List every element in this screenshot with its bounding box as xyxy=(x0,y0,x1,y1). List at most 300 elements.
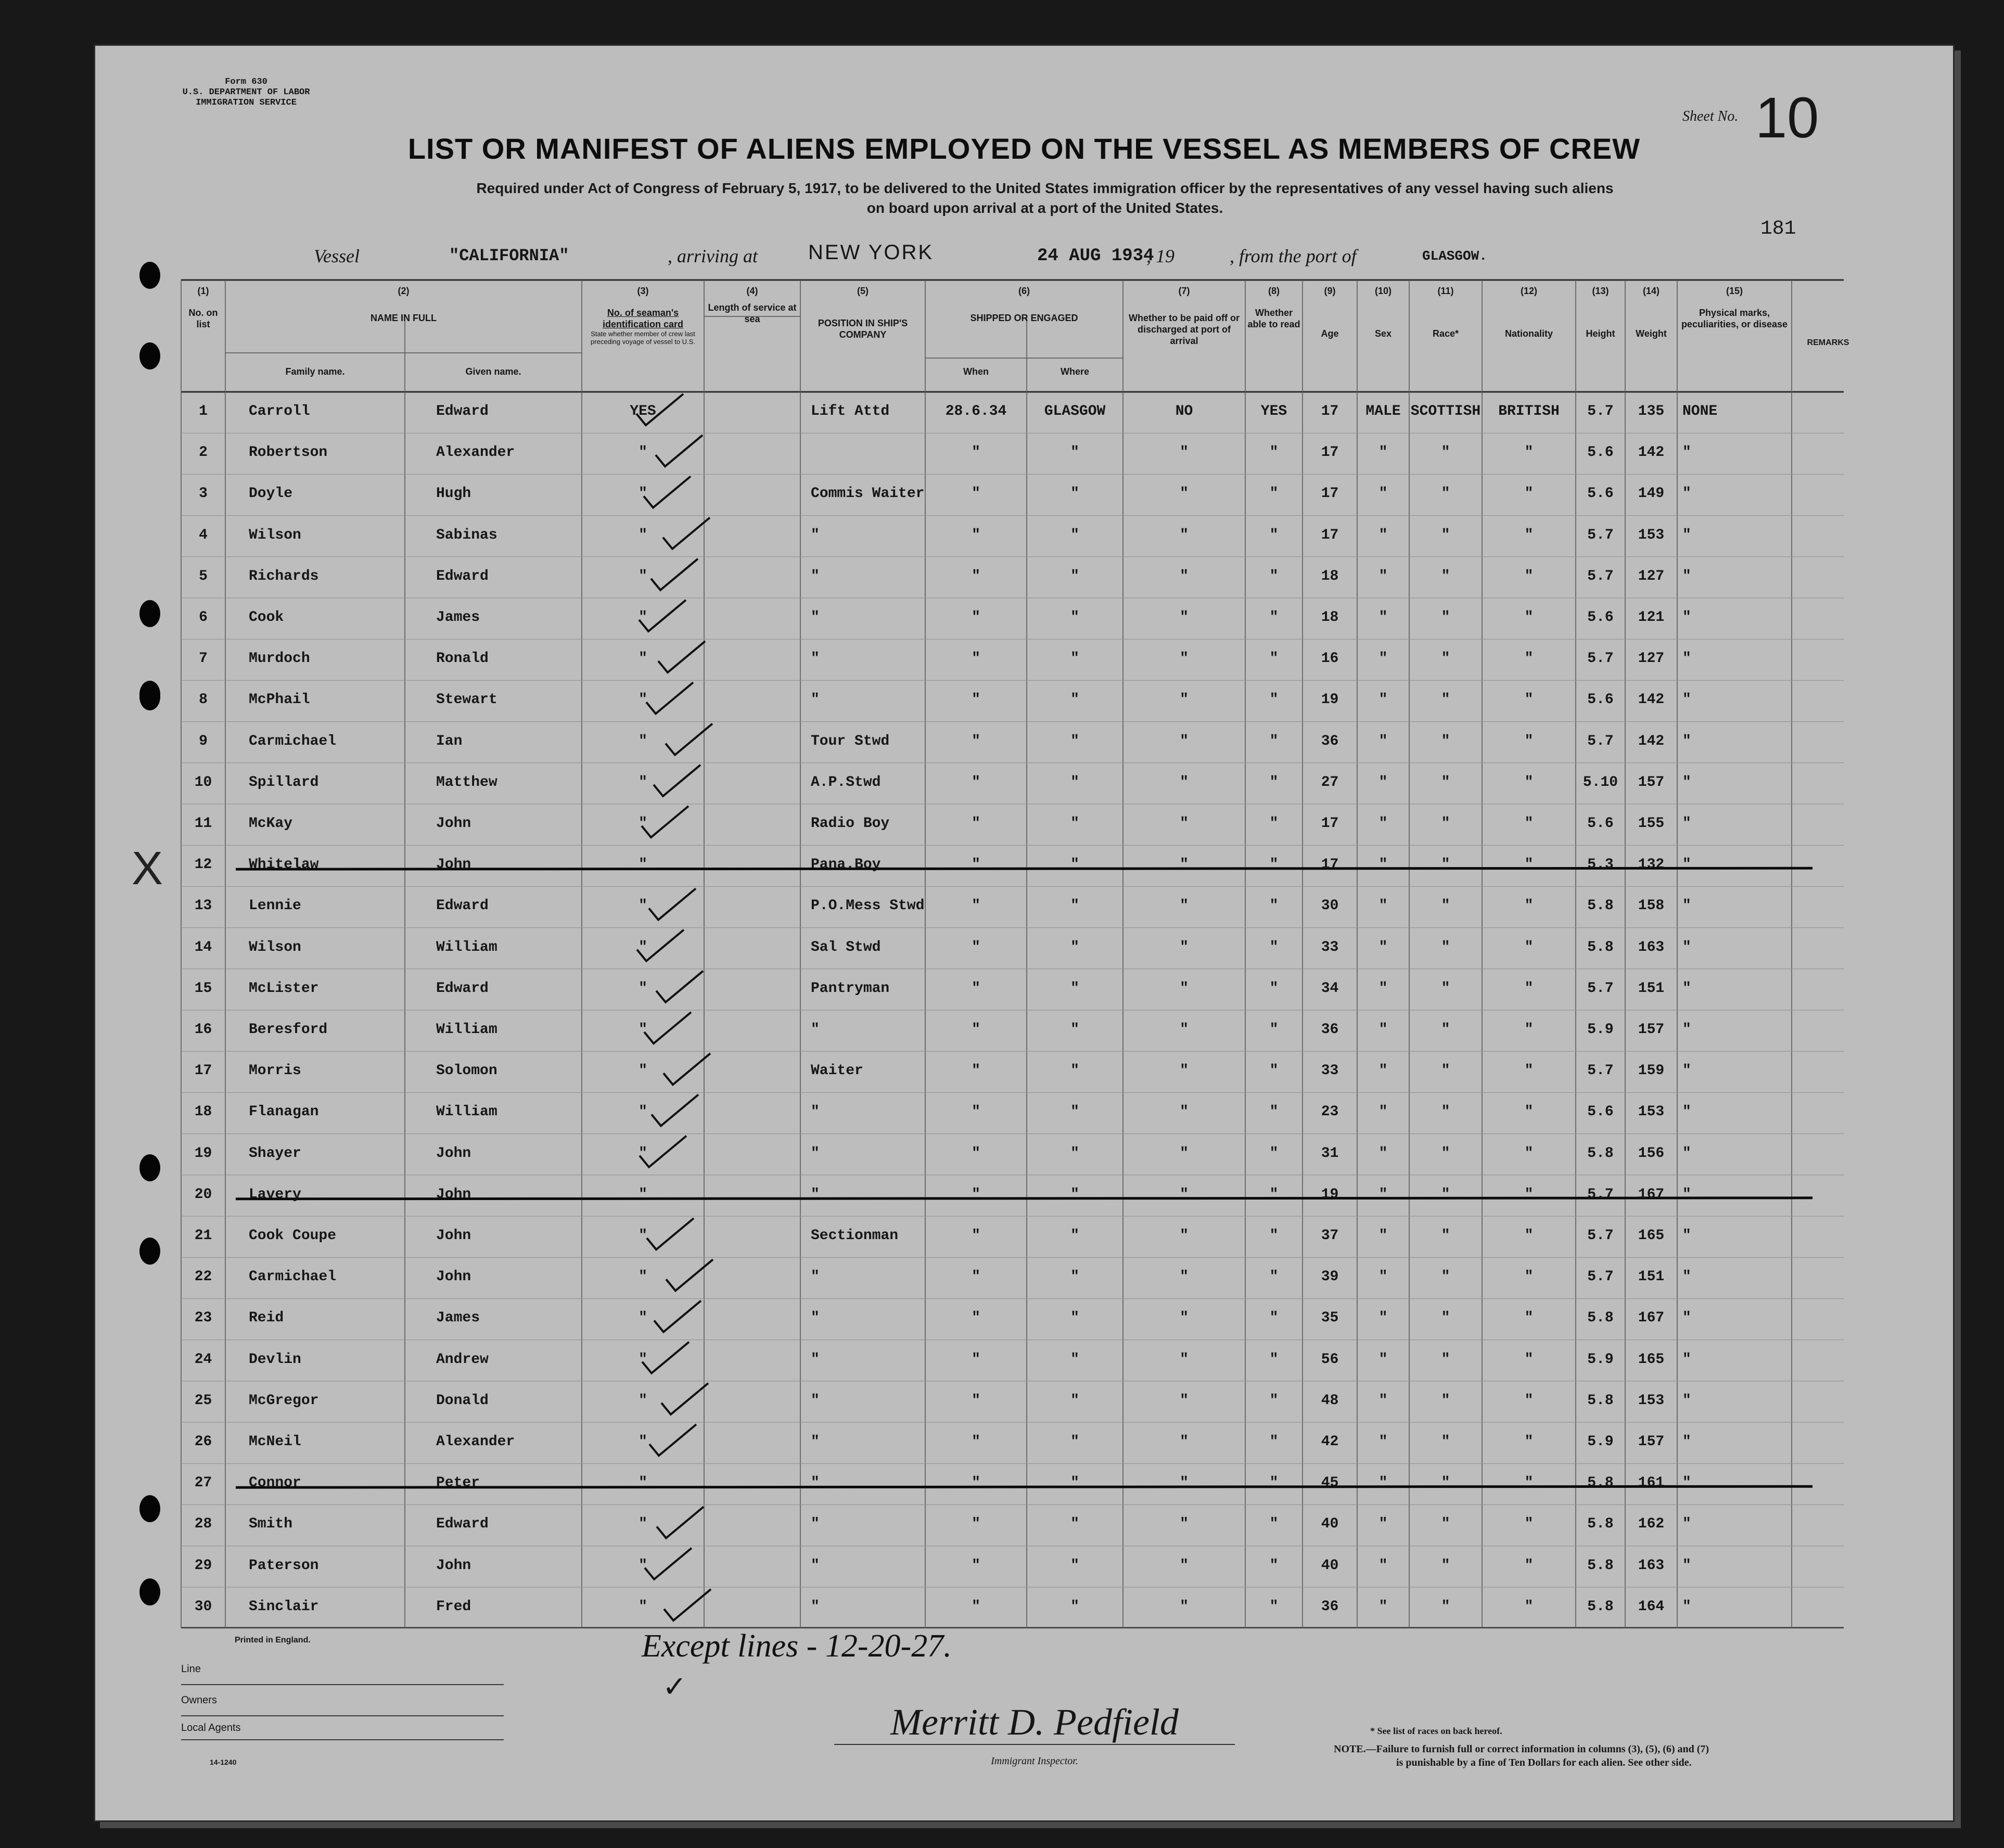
cell-given: Edward xyxy=(436,898,489,914)
cell-age: 39 xyxy=(1321,1269,1339,1285)
cell-card: " xyxy=(639,939,647,955)
cell-sex: " xyxy=(1378,980,1388,997)
cell-given: Hugh xyxy=(436,486,471,502)
cell-family: McNeil xyxy=(249,1434,301,1450)
cell-race: " xyxy=(1441,1598,1450,1615)
cell-marks: " xyxy=(1682,1022,1691,1038)
form-number: Form 630 xyxy=(225,77,267,87)
cell-read: " xyxy=(1269,1475,1279,1492)
header-no xyxy=(181,285,225,330)
cell-nationality: " xyxy=(1524,692,1534,708)
header-nationality xyxy=(1482,285,1576,339)
cell-sex: " xyxy=(1378,1557,1388,1574)
cell-height: 5.7 xyxy=(1587,568,1614,584)
cell-marks: " xyxy=(1682,609,1691,626)
cell-given: Alexander xyxy=(436,444,515,461)
cell-family: Flanagan xyxy=(249,1104,319,1120)
header-position-num: (5) xyxy=(857,286,869,296)
cell-read: " xyxy=(1269,1145,1279,1162)
cell-card: " xyxy=(639,1516,647,1533)
cell-position: " xyxy=(811,1310,820,1327)
cell-race: " xyxy=(1441,651,1450,667)
arrival-date: 24 AUG 1934 xyxy=(1037,246,1154,266)
penalty-note-line-2: is punishable by a fine of Ten Dollars for each alien. See other side. xyxy=(1396,1757,1692,1768)
cell-position: " xyxy=(811,1557,820,1574)
cell-read: " xyxy=(1269,568,1279,584)
cell-read: " xyxy=(1269,774,1279,791)
cell-position: Tour Stwd xyxy=(811,733,890,749)
cell-age: 42 xyxy=(1321,1434,1339,1450)
cell-given: Ian xyxy=(436,733,463,749)
cell-family: Robertson xyxy=(249,444,328,461)
cell-family: Carroll xyxy=(249,403,310,419)
cell-nationality: " xyxy=(1524,1598,1534,1615)
cell-nationality: " xyxy=(1524,609,1534,626)
cell-given: Fred xyxy=(436,1598,471,1615)
cell-weight: 153 xyxy=(1638,1392,1665,1409)
cell-card: YES xyxy=(630,403,656,419)
cell-weight: 151 xyxy=(1638,980,1665,997)
cell-height: 5.6 xyxy=(1587,692,1614,708)
cell-sex: " xyxy=(1378,568,1388,584)
cell-race: " xyxy=(1441,1145,1450,1162)
header-position xyxy=(800,285,925,340)
cell-paid: " xyxy=(1180,1392,1189,1409)
cell-age: 40 xyxy=(1321,1516,1339,1533)
cell-paid: " xyxy=(1180,1104,1189,1120)
arrival-port: NEW YORK xyxy=(808,241,934,264)
cell-card: " xyxy=(639,1228,647,1244)
cell-read: " xyxy=(1269,1557,1279,1574)
cell-height: 5.7 xyxy=(1587,1269,1614,1285)
cell-sex: " xyxy=(1378,1186,1388,1203)
cell-weight: 156 xyxy=(1638,1145,1665,1162)
cell-age: 17 xyxy=(1321,403,1339,419)
cell-no: 23 xyxy=(194,1310,212,1327)
header-no-num: (1) xyxy=(197,286,209,296)
header-race-num: (11) xyxy=(1437,286,1454,296)
cell-paid: " xyxy=(1180,857,1189,873)
cell-no: 18 xyxy=(194,1104,212,1120)
cell-given: Sabinas xyxy=(436,527,497,543)
cell-age: 45 xyxy=(1321,1475,1339,1492)
cell-age: 23 xyxy=(1321,1104,1339,1120)
cell-when: " xyxy=(972,527,980,543)
header-paid-off-label: Whether to be paid off or discharged at port of arrival xyxy=(1129,313,1240,346)
cell-sex: " xyxy=(1378,692,1388,708)
cell-race: " xyxy=(1441,1269,1450,1285)
cell-age: 30 xyxy=(1321,898,1339,914)
cell-card: " xyxy=(639,815,647,832)
cell-position: " xyxy=(811,1022,820,1038)
cell-weight: 167 xyxy=(1638,1186,1665,1203)
cell-marks: " xyxy=(1682,1269,1691,1285)
cell-card: " xyxy=(639,1351,647,1368)
cell-nationality: " xyxy=(1524,1434,1534,1450)
cell-paid: " xyxy=(1180,898,1189,914)
cell-race: " xyxy=(1441,1310,1450,1327)
cell-when: " xyxy=(972,857,980,873)
cell-height: 5.7 xyxy=(1587,733,1614,749)
cell-position: " xyxy=(811,568,820,584)
cell-marks: " xyxy=(1682,1063,1691,1079)
subtitle-line-1: Required under Act of Congress of February 5, 1917, to be delivered to the United States immigration officer by the representatives of any vessel having such aliens xyxy=(476,180,1614,196)
cell-position: " xyxy=(811,609,820,626)
cell-weight: 167 xyxy=(1638,1310,1665,1327)
cell-family: Murdoch xyxy=(249,651,310,667)
cell-marks: " xyxy=(1682,1392,1691,1409)
cell-card: " xyxy=(639,609,647,626)
cell-given: Edward xyxy=(436,403,489,419)
cell-nationality: " xyxy=(1524,1269,1534,1285)
cell-height: 5.8 xyxy=(1587,1516,1614,1533)
cell-height: 5.8 xyxy=(1587,1392,1614,1409)
cell-when: " xyxy=(972,1434,980,1450)
cell-no: 11 xyxy=(194,815,212,832)
cell-marks: " xyxy=(1682,651,1691,667)
cell-paid: " xyxy=(1180,939,1189,955)
cell-height: 5.6 xyxy=(1587,444,1614,461)
cell-race: " xyxy=(1441,527,1450,543)
cell-read: " xyxy=(1269,939,1279,955)
cell-nationality: " xyxy=(1524,1516,1534,1533)
cell-when: " xyxy=(972,1022,980,1038)
header-weight-label: Weight xyxy=(1636,328,1667,339)
cell-position: " xyxy=(811,1104,820,1120)
cell-card: " xyxy=(639,1063,647,1079)
cell-marks: " xyxy=(1682,1145,1691,1162)
cell-position: " xyxy=(811,1145,820,1162)
printed-in: Printed in England. xyxy=(235,1636,311,1645)
cell-paid: " xyxy=(1180,1516,1189,1533)
cell-paid: " xyxy=(1180,774,1189,791)
cell-height: 5.10 xyxy=(1582,774,1618,791)
cell-read: " xyxy=(1269,609,1279,626)
cell-weight: 161 xyxy=(1638,1475,1665,1492)
cell-when: " xyxy=(972,444,980,461)
cell-marks: " xyxy=(1682,444,1691,461)
cell-height: 5.9 xyxy=(1587,1434,1614,1450)
cell-where: " xyxy=(1070,568,1079,584)
cell-card: " xyxy=(639,1269,647,1285)
cell-age: 17 xyxy=(1321,527,1339,543)
cell-no: 17 xyxy=(194,1063,212,1079)
cell-family: Morris xyxy=(249,1063,301,1079)
cell-family: McLister xyxy=(249,980,319,997)
cell-when: " xyxy=(972,733,980,749)
cell-sex: " xyxy=(1378,774,1388,791)
cell-no: 22 xyxy=(194,1269,212,1285)
cell-given: Edward xyxy=(436,980,489,997)
cell-when: " xyxy=(972,1557,980,1574)
cell-card: " xyxy=(639,527,647,543)
cell-weight: 142 xyxy=(1638,692,1665,708)
cell-age: 34 xyxy=(1321,980,1339,997)
cell-given: William xyxy=(436,1104,497,1120)
cell-height: 5.6 xyxy=(1587,609,1614,626)
header-paid-off-num: (7) xyxy=(1178,286,1190,296)
cell-no: 7 xyxy=(199,651,208,667)
cell-race: " xyxy=(1441,1063,1450,1079)
cell-weight: 127 xyxy=(1638,651,1665,667)
header-height xyxy=(1576,285,1625,339)
cell-sex: " xyxy=(1378,1145,1388,1162)
cell-given: Edward xyxy=(436,1516,489,1533)
cell-nationality: " xyxy=(1524,1310,1534,1327)
cell-nationality: " xyxy=(1524,1228,1534,1244)
penalty-note xyxy=(1334,1742,1812,1769)
cell-weight: 127 xyxy=(1638,568,1665,584)
cell-age: 27 xyxy=(1321,774,1339,791)
cell-position: " xyxy=(811,1351,820,1368)
header-physical-marks-label: Physical marks, peculiarities, or disease xyxy=(1681,308,1788,329)
sheet-number: 10 xyxy=(1755,86,1819,150)
cell-nationality: BRITISH xyxy=(1498,403,1560,419)
cell-card: " xyxy=(639,1186,647,1203)
service-name: IMMIGRATION SERVICE xyxy=(196,98,297,108)
cell-when: " xyxy=(972,1310,980,1327)
cell-marks: " xyxy=(1682,1310,1691,1327)
cell-paid: " xyxy=(1180,1434,1189,1450)
cell-height: 5.7 xyxy=(1587,1186,1614,1203)
cell-when: " xyxy=(972,1186,980,1203)
cell-sex: " xyxy=(1378,1269,1388,1285)
cell-where: " xyxy=(1070,609,1079,626)
department-name: U.S. DEPARTMENT OF LABOR xyxy=(182,87,310,97)
cell-when: " xyxy=(972,980,980,997)
cell-no: 27 xyxy=(194,1475,212,1492)
cell-read: " xyxy=(1269,1104,1279,1120)
cell-nationality: " xyxy=(1524,1392,1534,1409)
cell-where: " xyxy=(1070,1392,1079,1409)
cell-race: " xyxy=(1441,898,1450,914)
cell-no: 25 xyxy=(194,1392,212,1409)
cell-paid: " xyxy=(1180,444,1189,461)
cell-height: 5.8 xyxy=(1587,1145,1614,1162)
cell-nationality: " xyxy=(1524,939,1534,955)
cell-no: 29 xyxy=(194,1557,212,1574)
header-length-service xyxy=(704,285,800,325)
cell-sex: " xyxy=(1378,651,1388,667)
cell-height: 5.7 xyxy=(1587,403,1614,419)
cell-height: 5.6 xyxy=(1587,815,1614,832)
cell-sex: " xyxy=(1378,609,1388,626)
cell-family: Smith xyxy=(249,1516,293,1533)
cell-weight: 162 xyxy=(1638,1516,1665,1533)
cell-sex: " xyxy=(1378,1310,1388,1327)
cell-position: " xyxy=(811,527,820,543)
cell-age: 17 xyxy=(1321,857,1339,873)
cell-where: " xyxy=(1070,486,1079,502)
cell-card: " xyxy=(639,1104,647,1120)
cell-height: 5.7 xyxy=(1587,651,1614,667)
cell-nationality: " xyxy=(1524,1475,1534,1492)
owners-label: Owners xyxy=(181,1685,504,1716)
cell-no: 14 xyxy=(194,939,212,955)
cell-race: " xyxy=(1441,568,1450,584)
cell-weight: 132 xyxy=(1638,857,1665,873)
cell-nationality: " xyxy=(1524,486,1534,502)
header-family-name: Family name. xyxy=(285,366,345,377)
cell-sex: " xyxy=(1378,1392,1388,1409)
cell-marks: " xyxy=(1682,692,1691,708)
cell-given: John xyxy=(436,857,471,873)
cell-card: " xyxy=(639,857,647,873)
cell-height: 5.6 xyxy=(1587,1104,1614,1120)
cell-no: 30 xyxy=(194,1598,212,1615)
cell-race: " xyxy=(1441,1186,1450,1203)
form-code: 14-1240 xyxy=(210,1758,237,1766)
cell-paid: " xyxy=(1180,1186,1189,1203)
cell-when: " xyxy=(972,609,980,626)
cell-given: William xyxy=(436,1022,497,1038)
cell-position: Pana.Boy xyxy=(811,857,881,873)
header-name-num: (2) xyxy=(398,286,410,296)
cell-paid: " xyxy=(1180,527,1189,543)
cell-read: " xyxy=(1269,815,1279,832)
cell-card: " xyxy=(639,898,647,914)
cell-no: 15 xyxy=(194,980,212,997)
cell-card: " xyxy=(639,1557,647,1574)
cell-marks: " xyxy=(1682,898,1691,914)
cell-age: 36 xyxy=(1321,1022,1339,1038)
cell-marks: " xyxy=(1682,980,1691,997)
cell-weight: 157 xyxy=(1638,1022,1665,1038)
cell-race: " xyxy=(1441,1516,1450,1533)
cell-where: " xyxy=(1070,1598,1079,1615)
cell-given: James xyxy=(436,609,480,626)
cell-card: " xyxy=(639,1434,647,1450)
cell-marks: " xyxy=(1682,1557,1691,1574)
header-paid-off xyxy=(1123,285,1245,347)
cell-read: " xyxy=(1269,1186,1279,1203)
cell-family: Carmichael xyxy=(249,733,337,749)
cell-paid: " xyxy=(1180,1269,1189,1285)
header-length-service-num: (4) xyxy=(746,286,758,296)
cell-nationality: " xyxy=(1524,1104,1534,1120)
cell-marks: " xyxy=(1682,1351,1691,1368)
cell-read: " xyxy=(1269,1516,1279,1533)
cell-family: McKay xyxy=(249,815,293,832)
cell-height: 5.7 xyxy=(1587,980,1614,997)
cell-given: Ronald xyxy=(436,651,489,667)
cell-read: " xyxy=(1269,898,1279,914)
cell-family: Doyle xyxy=(249,486,293,502)
cell-no: 16 xyxy=(194,1022,212,1038)
cell-when: " xyxy=(972,898,980,914)
cell-no: 1 xyxy=(199,403,208,419)
cell-no: 10 xyxy=(194,774,212,791)
cell-race: " xyxy=(1441,815,1450,832)
cell-weight: 163 xyxy=(1638,1557,1665,1574)
vessel-name: "CALIFORNIA" xyxy=(449,246,569,265)
cell-where: " xyxy=(1070,1351,1079,1368)
cell-weight: 157 xyxy=(1638,1434,1665,1450)
header-id-card-label: No. of seaman's identification card xyxy=(602,308,684,329)
cell-position: " xyxy=(811,1598,820,1615)
cell-no: 20 xyxy=(194,1186,212,1203)
cell-family: Whitelaw xyxy=(249,857,319,873)
inspector-signature: Merritt D. Pedfield xyxy=(834,1701,1235,1745)
cell-sex: " xyxy=(1378,939,1388,955)
header-shipped xyxy=(925,285,1123,324)
cell-where: " xyxy=(1070,1022,1079,1038)
cell-family: Spillard xyxy=(249,774,319,791)
cell-read: " xyxy=(1269,733,1279,749)
cell-marks: " xyxy=(1682,939,1691,955)
cell-age: 33 xyxy=(1321,939,1339,955)
cell-age: 19 xyxy=(1321,692,1339,708)
cell-marks: " xyxy=(1682,1434,1691,1450)
cell-where: " xyxy=(1070,1310,1079,1327)
cell-paid: " xyxy=(1180,1228,1189,1244)
cell-family: Reid xyxy=(249,1310,284,1327)
cell-race: SCOTTISH xyxy=(1410,403,1481,419)
cell-card: " xyxy=(639,1475,647,1492)
cell-paid: " xyxy=(1180,1351,1189,1368)
cell-position: " xyxy=(811,1516,820,1533)
from-port-label: , from the port of xyxy=(1230,246,1357,266)
footer-fields xyxy=(181,1654,504,1740)
cell-where: " xyxy=(1070,1104,1079,1120)
cell-no: 12 xyxy=(194,857,212,873)
cell-given: John xyxy=(436,1228,471,1244)
header-id-card-note: State whether member of crew last preceding voyage of vessel to U.S. xyxy=(591,330,695,346)
cell-age: 37 xyxy=(1321,1228,1339,1244)
cell-position: P.O.Mess Stwd xyxy=(811,898,925,914)
cell-weight: 153 xyxy=(1638,1104,1665,1120)
cell-no: 8 xyxy=(199,692,208,708)
cell-marks: " xyxy=(1682,1516,1691,1533)
cell-when: " xyxy=(972,815,980,832)
cell-card: " xyxy=(639,651,647,667)
cell-given: Solomon xyxy=(436,1063,497,1079)
cell-when: 28.6.34 xyxy=(945,403,1007,419)
cell-where: " xyxy=(1070,1186,1079,1203)
cell-family: Devlin xyxy=(249,1351,301,1368)
cell-age: 17 xyxy=(1321,444,1339,461)
header-remarks: REMARKS xyxy=(1807,338,1849,347)
cell-marks: " xyxy=(1682,733,1691,749)
cell-position: Lift Attd xyxy=(811,403,890,419)
cell-family: McPhail xyxy=(249,692,310,708)
cell-when: " xyxy=(972,692,980,708)
header-nationality-label: Nationality xyxy=(1504,328,1553,339)
header-read xyxy=(1245,285,1303,330)
cell-marks: " xyxy=(1682,1598,1691,1615)
header-name xyxy=(225,285,582,324)
cell-given: Stewart xyxy=(436,692,497,708)
header-no-label: No. on list xyxy=(188,308,218,329)
cell-given: Andrew xyxy=(436,1351,489,1368)
cell-read: " xyxy=(1269,857,1279,873)
cell-nationality: " xyxy=(1524,1186,1534,1203)
cell-paid: " xyxy=(1180,568,1189,584)
cell-sex: MALE xyxy=(1365,403,1401,419)
cell-sex: " xyxy=(1378,1063,1388,1079)
cell-where: " xyxy=(1070,1063,1079,1079)
cell-family: Cook Coupe xyxy=(249,1228,337,1244)
cell-height: 5.8 xyxy=(1587,1310,1614,1327)
cell-where: " xyxy=(1070,1516,1079,1533)
cell-nationality: " xyxy=(1524,898,1534,914)
cell-weight: 135 xyxy=(1638,403,1665,419)
cell-position: " xyxy=(811,1186,820,1203)
cell-read: " xyxy=(1269,444,1279,461)
cell-sex: " xyxy=(1378,1434,1388,1450)
cell-when: " xyxy=(972,486,980,502)
penalty-note-line-1: NOTE.—Failure to furnish full or correct information in columns (3), (5), (6) and (7) xyxy=(1334,1743,1709,1755)
